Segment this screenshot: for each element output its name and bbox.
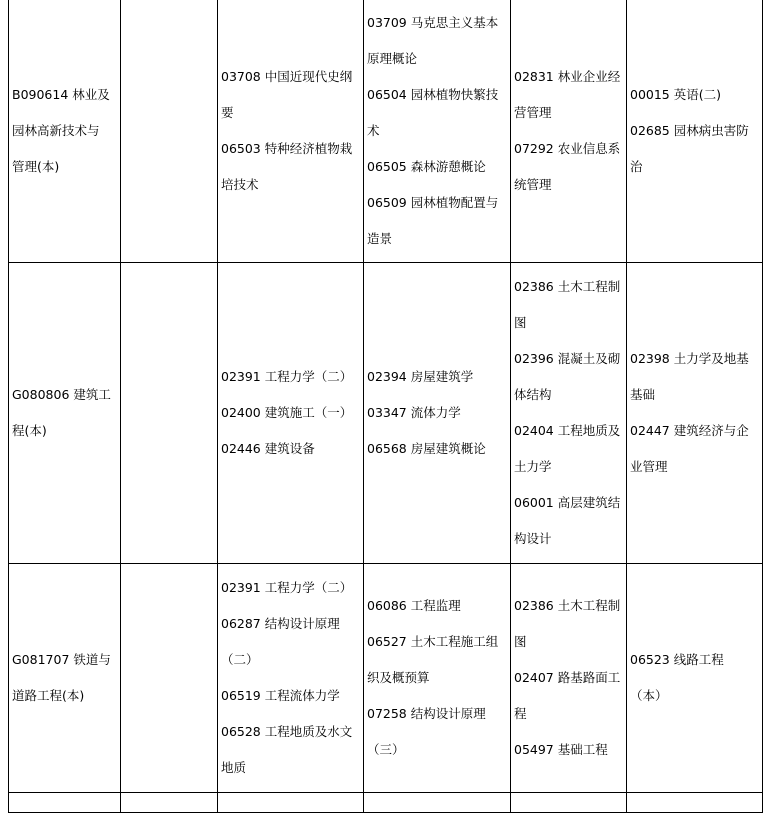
cell-line: 02446 建筑设备 [221,441,315,456]
cell-line: 03347 流体力学 [367,405,461,420]
cell-line: 02407 路基路面工 [514,670,621,685]
cell-line: 原理概论 [367,51,418,66]
cell-line: 06504 园林植物快繁技 [367,87,499,102]
cell-line: 07258 结构设计原理 [367,706,486,721]
cell-line: 07292 农业信息系 [514,141,621,156]
cell-line: 统管理 [514,177,552,192]
course-cell [364,564,511,793]
cell-line: 道路工程(本) [12,688,85,703]
cell-line: 地质 [221,760,247,775]
cell-line: 02447 建筑经济与企 [630,423,749,438]
cell-line: （本） [630,688,668,703]
cell-line: 02394 房屋建筑学 [367,369,474,384]
cell-line: 基础 [630,387,656,402]
major-cell [9,0,121,263]
cell-line: （二） [221,652,259,667]
major-cell [9,564,121,793]
cell-line: 03709 马克思主义基本 [367,15,499,30]
cell-line: 06527 土木工程施工组 [367,634,499,649]
cell-line: 02391 工程力学（二） [221,580,353,595]
empty-cell [121,793,218,813]
cell-line: 园林高新技术与 [12,123,100,138]
cell-line: 治 [630,159,643,174]
cell-line: 02398 土力学及地基 [630,351,749,366]
cell-line: G080806 建筑工 [12,387,111,402]
cell-line: 06528 工程地质及水文 [221,724,353,739]
exam-course-table [8,0,763,813]
empty-cell [121,0,218,263]
cell-line: 术 [367,123,380,138]
cell-line: （三） [367,742,405,757]
cell-line: 培技术 [221,177,259,192]
table-row [9,263,763,564]
cell-line: 06519 工程流体力学 [221,688,340,703]
cell-line: 06509 园林植物配置与 [367,195,499,210]
table-row [9,793,763,813]
empty-cell [364,793,511,813]
cell-line: 02831 林业企业经 [514,69,621,84]
cell-line: 管理(本) [12,159,60,174]
cell-line: 织及概预算 [367,670,430,685]
course-cell [364,263,511,564]
cell-line: 02391 工程力学（二） [221,369,353,384]
major-cell [9,263,121,564]
cell-line: 06505 森林游憩概论 [367,159,486,174]
cell-line: 00015 英语(二) [630,87,721,102]
cell-line: 造景 [367,231,393,246]
cell-line: 03708 中国近现代史纲 [221,69,353,84]
course-cell [218,564,364,793]
cell-line: B090614 林业及 [12,87,110,102]
cell-line: 06568 房屋建筑概论 [367,441,486,456]
cell-line: 06287 结构设计原理 [221,616,340,631]
cell-line: 06503 特种经济植物栽 [221,141,353,156]
cell-line: G081707 铁道与 [12,652,111,667]
cell-line: 要 [221,105,234,120]
empty-cell [9,793,121,813]
course-cell [511,0,627,263]
course-cell [627,564,763,793]
empty-cell [511,793,627,813]
course-cell [511,564,627,793]
cell-line: 02400 建筑施工（一） [221,405,353,420]
course-cell [627,0,763,263]
course-cell [511,263,627,564]
cell-line: 02396 混凝土及砌 [514,351,621,366]
cell-line: 程(本) [12,423,47,438]
empty-cell [218,793,364,813]
empty-cell [627,793,763,813]
cell-line: 06001 高层建筑结 [514,495,621,510]
cell-line: 06086 工程监理 [367,598,461,613]
course-cell [218,263,364,564]
course-cell [364,0,511,263]
cell-line: 图 [514,634,527,649]
cell-line: 02386 土木工程制 [514,279,621,294]
empty-cell [121,564,218,793]
table-row [9,0,763,263]
cell-line: 图 [514,315,527,330]
empty-cell [121,263,218,564]
cell-line: 土力学 [514,459,552,474]
cell-line: 构设计 [514,531,552,546]
cell-line: 05497 基础工程 [514,742,608,757]
cell-line: 06523 线路工程 [630,652,724,667]
cell-line: 业管理 [630,459,668,474]
cell-line: 营管理 [514,105,552,120]
cell-line: 02685 园林病虫害防 [630,123,749,138]
cell-line: 02404 工程地质及 [514,423,621,438]
cell-line: 体结构 [514,387,552,402]
course-cell [218,0,364,263]
table-row [9,564,763,793]
cell-line: 程 [514,706,527,721]
course-cell [627,263,763,564]
cell-line: 02386 土木工程制 [514,598,621,613]
